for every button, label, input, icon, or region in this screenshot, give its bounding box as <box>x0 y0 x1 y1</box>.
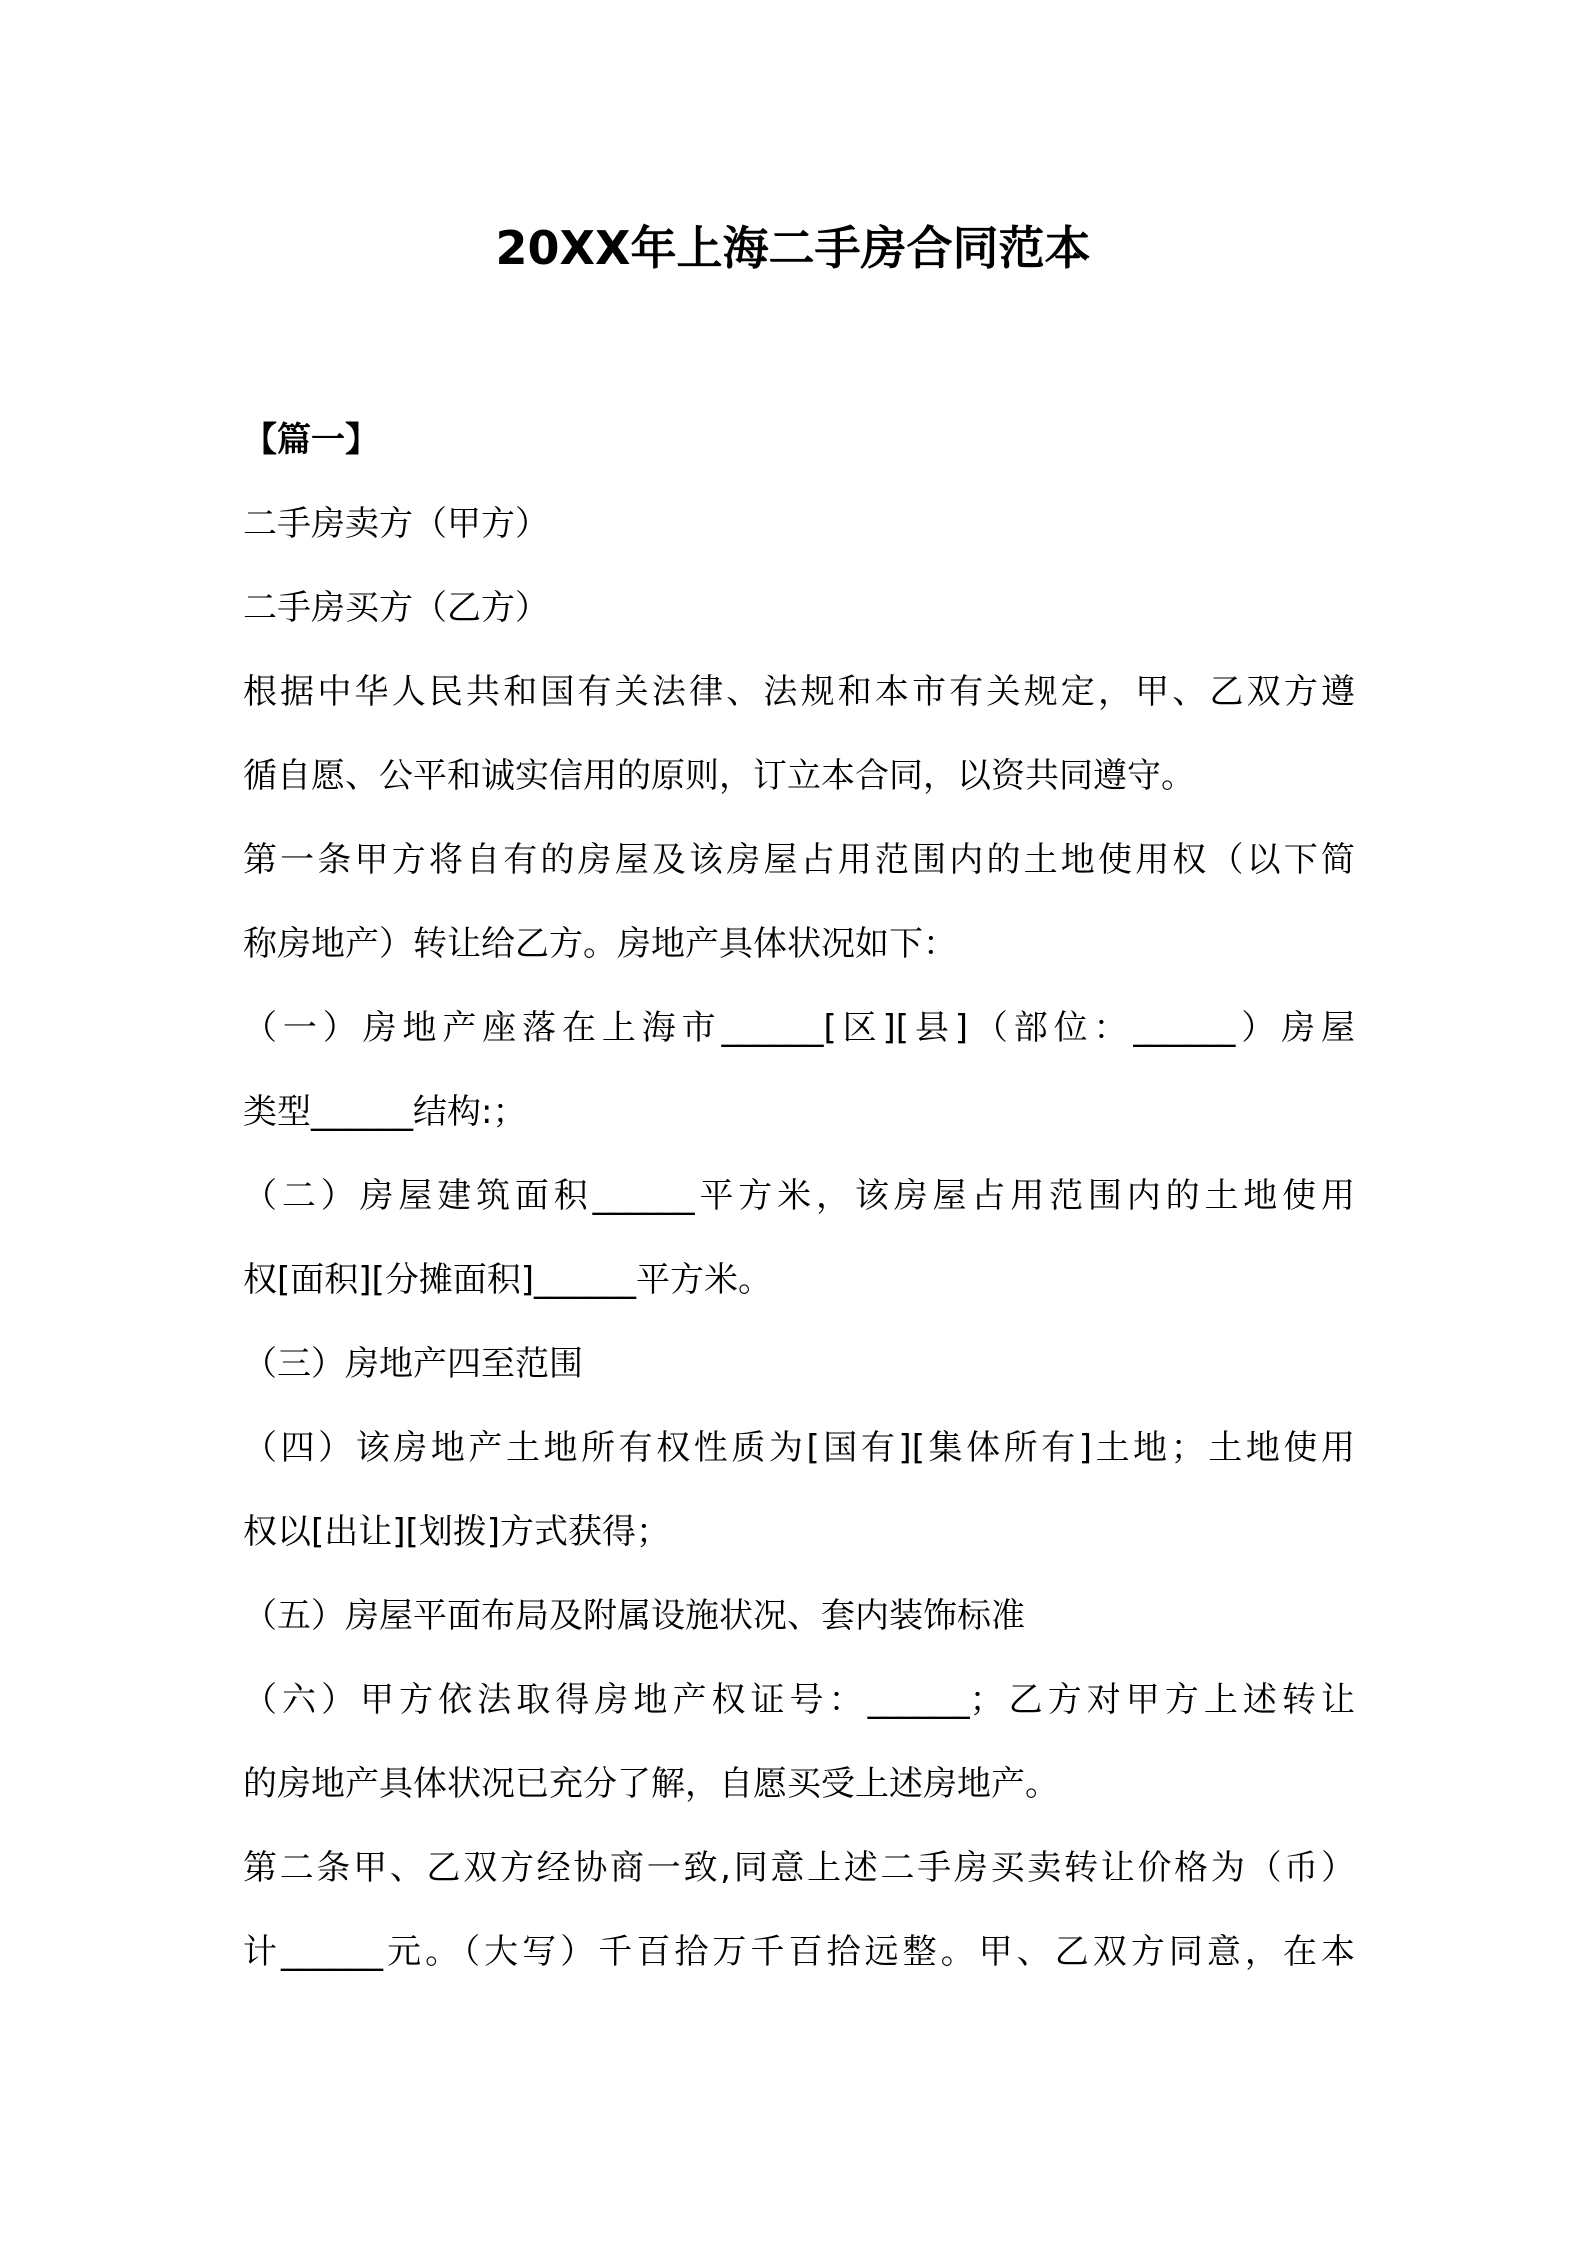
paragraph-line: 计______元。（大写）千百拾万千百拾远整。甲、乙双方同意，在本 <box>243 1932 1355 1972</box>
paragraph-line: （二）房屋建筑面积______平方米，该房屋占用范围内的土地使用 <box>243 1176 1355 1216</box>
paragraph-line: 第一条甲方将自有的房屋及该房屋占用范围内的土地使用权（以下简 <box>243 840 1355 880</box>
paragraph-line: （五）房屋平面布局及附属设施状况、套内装饰标准 <box>243 1596 1025 1636</box>
paragraph-line: （四）该房地产土地所有权性质为[国有][集体所有]土地；土地使用 <box>243 1428 1355 1468</box>
section-heading: 【篇一】 <box>243 420 379 460</box>
document-body <box>243 398 1355 1994</box>
paragraph-line: 类型______结构:； <box>243 1092 527 1132</box>
paragraph-line: （三）房地产四至范围 <box>243 1344 583 1384</box>
paragraph-line: 权以[出让][划拨]方式获得； <box>243 1512 671 1552</box>
paragraph-line: 根据中华人民共和国有关法律、法规和本市有关规定，甲、乙双方遵 <box>243 672 1355 712</box>
paragraph-line: （六）甲方依法取得房地产权证号：______；乙方对甲方上述转让 <box>243 1680 1355 1720</box>
paragraph-line: 第二条甲、乙双方经协商一致,同意上述二手房买卖转让价格为（币） <box>243 1848 1355 1888</box>
paragraph-line: （一）房地产座落在上海市______[区][县]（部位：______）房屋 <box>243 1008 1355 1048</box>
seller-party-line: 二手房卖方（甲方） <box>243 504 549 544</box>
buyer-party-line: 二手房买方（乙方） <box>243 588 549 628</box>
paragraph-line: 称房地产）转让给乙方。房地产具体状况如下： <box>243 924 957 964</box>
document-title: 20XX年上海二手房合同范本 <box>495 221 1091 275</box>
paragraph-line: 循自愿、公平和诚实信用的原则，订立本合同，以资共同遵守。 <box>243 756 1195 796</box>
paragraph-line: 权[面积][分摊面积]______平方米。 <box>243 1260 773 1300</box>
paragraph-line: 的房地产具体状况已充分了解，自愿买受上述房地产。 <box>243 1764 1059 1804</box>
